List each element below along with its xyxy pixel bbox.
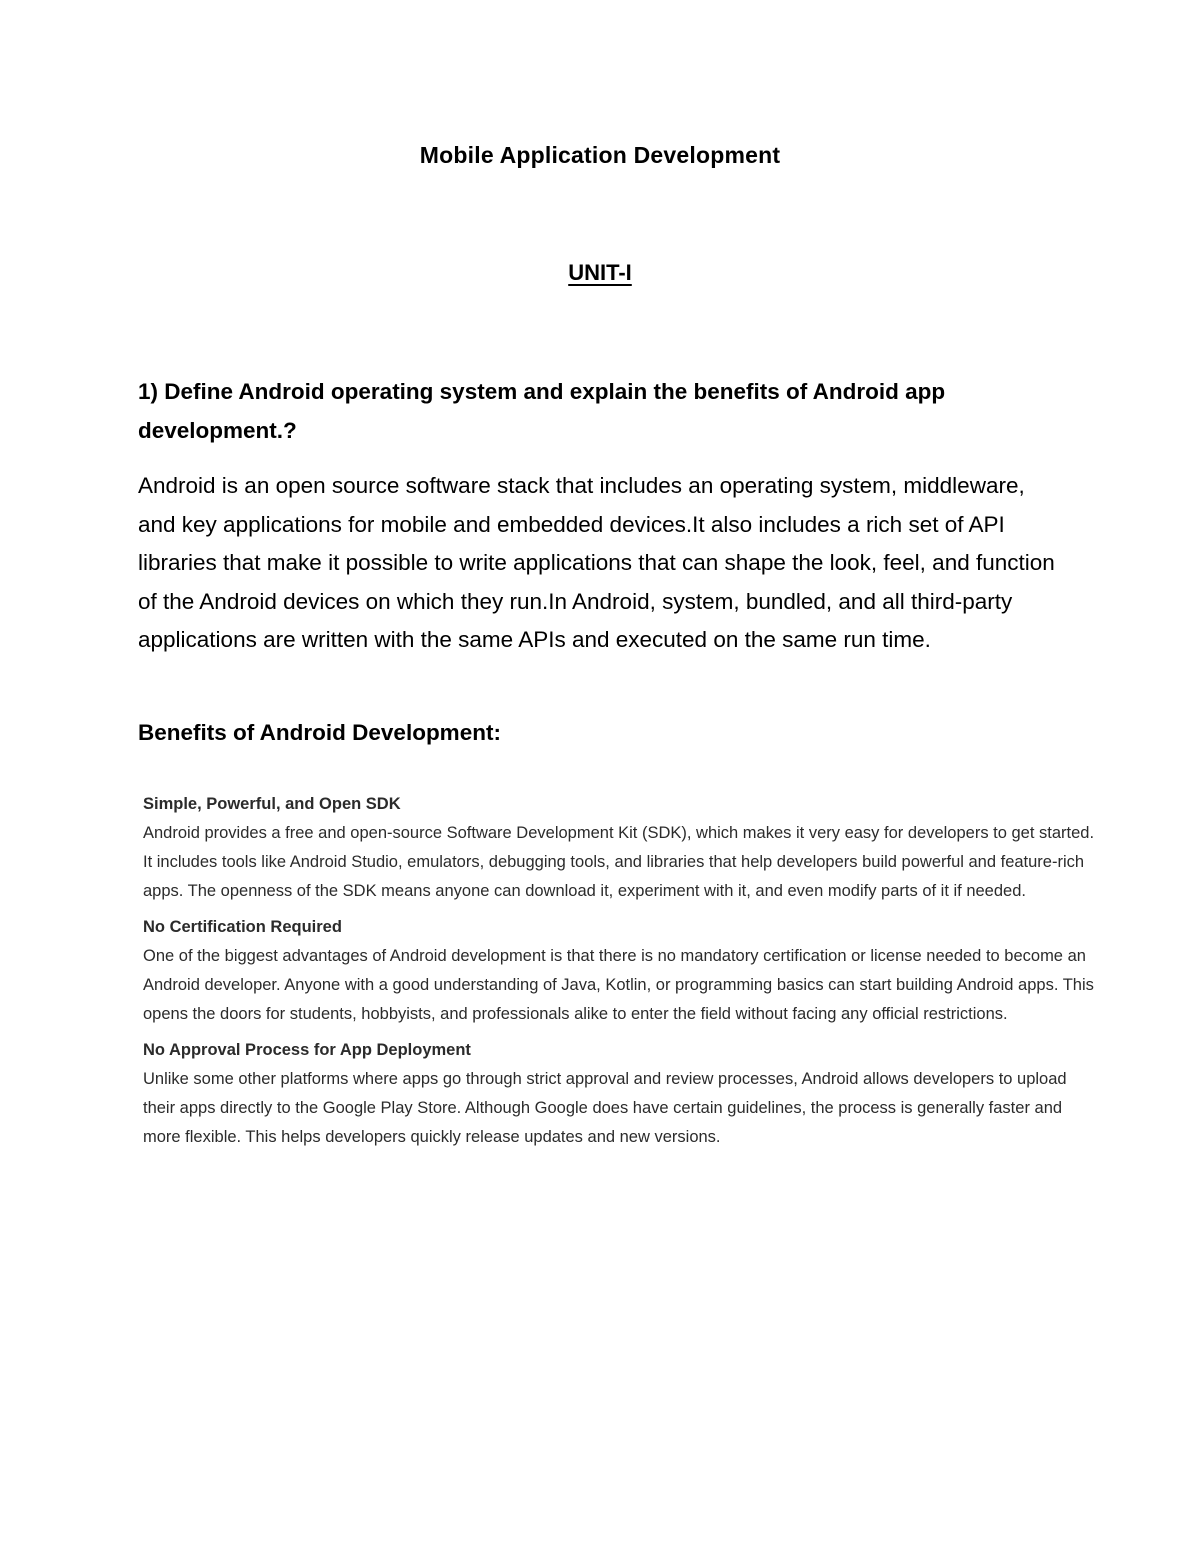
benefit-item-approval	[143, 1036, 1103, 1152]
benefit-text: Unlike some other platforms where apps go through strict approval and review processes, Android allows developers to upload their apps directly to the Google Play Store. Although Google does have certain guidelines, the process is generally faster and more flexible. This helps developers quickly release updates and new versions.	[143, 1070, 1067, 1146]
benefit-title: No Certification Required	[143, 918, 342, 936]
benefit-title: Simple, Powerful, and Open SDK	[143, 795, 401, 813]
document-title: Mobile Application Development	[419, 142, 781, 168]
benefits-heading: Benefits of Android Development:	[138, 720, 501, 745]
benefit-title: No Approval Process for App Deployment	[143, 1041, 471, 1059]
unit-heading: UNIT-I	[568, 260, 632, 285]
benefits-list	[143, 790, 1103, 1159]
question-heading: 1) Define Android operating system and explain the benefits of Android app development.?	[138, 379, 946, 443]
benefit-item-sdk	[143, 790, 1103, 906]
benefit-text: One of the biggest advantages of Android development is that there is no mandatory certification or license needed to become an Android developer. Anyone with a good understanding of Java, Kotlin, or programming basics can start building Android apps. This opens the doors for students, hobbyists, and professionals alike to enter the field without facing any official restrictions.	[143, 947, 1094, 1023]
benefit-text: Android provides a free and open-source Software Development Kit (SDK), which makes it very easy for developers to get started. It includes tools like Android Studio, emulators, debugging tools, and libraries that help developers build powerful and feature-rich apps. The openness of the SDK means anyone can download it, experiment with it, and even modify parts of it if needed.	[143, 824, 1095, 900]
benefit-item-certification	[143, 913, 1103, 1029]
answer-paragraph: Android is an open source software stack that includes an operating system, middleware, and key applications for mobile and embedded devices.It also includes a rich set of API libraries that make it possible to write applications that can shape the look, feel, and function of the Android devices on which they run.In Android, system, bundled, and all third-party applications are written with the same APIs and executed on the same run time.	[138, 473, 1055, 653]
